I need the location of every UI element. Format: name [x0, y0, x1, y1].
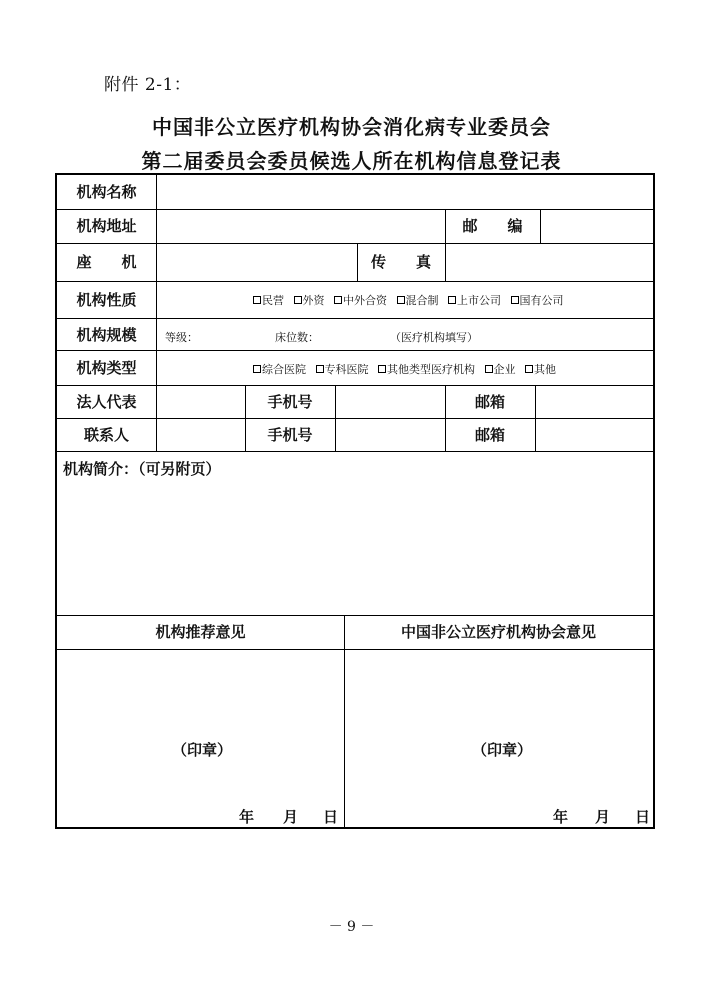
checkbox-icon — [294, 296, 302, 304]
org-address-label: 机构地址 — [76, 217, 137, 235]
year-label: 年 — [239, 808, 255, 826]
row-divider — [57, 318, 653, 319]
row-divider — [57, 615, 653, 616]
checkbox-icon — [525, 365, 533, 373]
grade-label: 等级： — [165, 331, 198, 344]
checkbox-icon — [334, 296, 342, 304]
row-divider — [57, 418, 653, 419]
nature-option[interactable]: 外资 — [294, 294, 325, 307]
beds-label: 床位数： — [275, 331, 319, 344]
checkbox-icon — [448, 296, 456, 304]
year-label: 年 — [553, 808, 569, 826]
row-divider — [57, 385, 653, 386]
org-nature-label: 机构性质 — [76, 291, 137, 309]
landline-label: 座 机 — [76, 253, 137, 271]
email-label: 邮箱 — [474, 426, 505, 444]
checkbox-icon — [397, 296, 405, 304]
recommend-opinion-header: 机构推荐意见 — [155, 623, 246, 641]
day-label: 日 — [323, 808, 339, 826]
row-divider — [57, 209, 653, 210]
page-number: － 9 － — [328, 919, 375, 935]
form-title-line2: 第二届委员会委员候选人所在机构信息登记表 — [141, 149, 562, 173]
opinion-divider — [344, 615, 345, 827]
type-option[interactable]: 企业 — [485, 363, 516, 376]
form-title-line1: 中国非公立医疗机构协会消化病专业委员会 — [152, 115, 551, 139]
fax-label: 传 真 — [370, 253, 431, 271]
type-options — [253, 363, 562, 377]
seal-label-left: （印章） — [171, 741, 232, 759]
contact-label: 联系人 — [83, 426, 129, 444]
nature-option[interactable]: 上市公司 — [448, 294, 501, 307]
org-type-label: 机构类型 — [76, 359, 137, 377]
type-option[interactable]: 其他 — [525, 363, 556, 376]
org-scale-label: 机构规模 — [76, 326, 137, 344]
row-divider — [57, 350, 653, 351]
label-column-divider — [156, 175, 157, 451]
month-label: 月 — [595, 808, 611, 826]
checkbox-icon — [253, 296, 261, 304]
checkbox-icon — [485, 365, 493, 373]
row-divider — [57, 649, 653, 650]
intro-label: 机构简介：（可另附页） — [63, 460, 221, 478]
checkbox-icon — [511, 296, 519, 304]
month-label: 月 — [283, 808, 299, 826]
day-label: 日 — [635, 808, 651, 826]
nature-option[interactable]: 国有公司 — [511, 294, 564, 307]
mobile-label: 手机号 — [267, 393, 313, 411]
attachment-label: 附件 2-1： — [104, 75, 192, 95]
checkbox-icon — [253, 365, 261, 373]
checkbox-icon — [378, 365, 386, 373]
row-divider — [57, 451, 653, 452]
col-divider — [540, 209, 541, 243]
col-divider — [445, 243, 446, 281]
nature-options — [253, 294, 570, 308]
checkbox-icon — [316, 365, 324, 373]
email-label: 邮箱 — [474, 393, 505, 411]
mobile-label: 手机号 — [267, 426, 313, 444]
nature-option[interactable]: 中外合资 — [334, 294, 387, 307]
postcode-label: 邮 编 — [462, 217, 523, 235]
type-option[interactable]: 专科医院 — [316, 363, 369, 376]
type-option[interactable]: 综合医院 — [253, 363, 306, 376]
row-divider — [57, 281, 653, 282]
org-name-label: 机构名称 — [76, 183, 137, 201]
type-option[interactable]: 其他类型医疗机构 — [378, 363, 475, 376]
seal-label-right: （印章） — [471, 741, 532, 759]
col-divider — [335, 385, 336, 451]
scale-note: （医疗机构填写） — [390, 331, 478, 344]
assoc-opinion-header: 中国非公立医疗机构协会意见 — [400, 623, 596, 641]
col-divider — [535, 385, 536, 451]
registration-form-table — [55, 173, 655, 829]
nature-option[interactable]: 民营 — [253, 294, 284, 307]
legal-rep-label: 法人代表 — [76, 393, 137, 411]
row-divider — [57, 243, 653, 244]
nature-option[interactable]: 混合制 — [397, 294, 439, 307]
